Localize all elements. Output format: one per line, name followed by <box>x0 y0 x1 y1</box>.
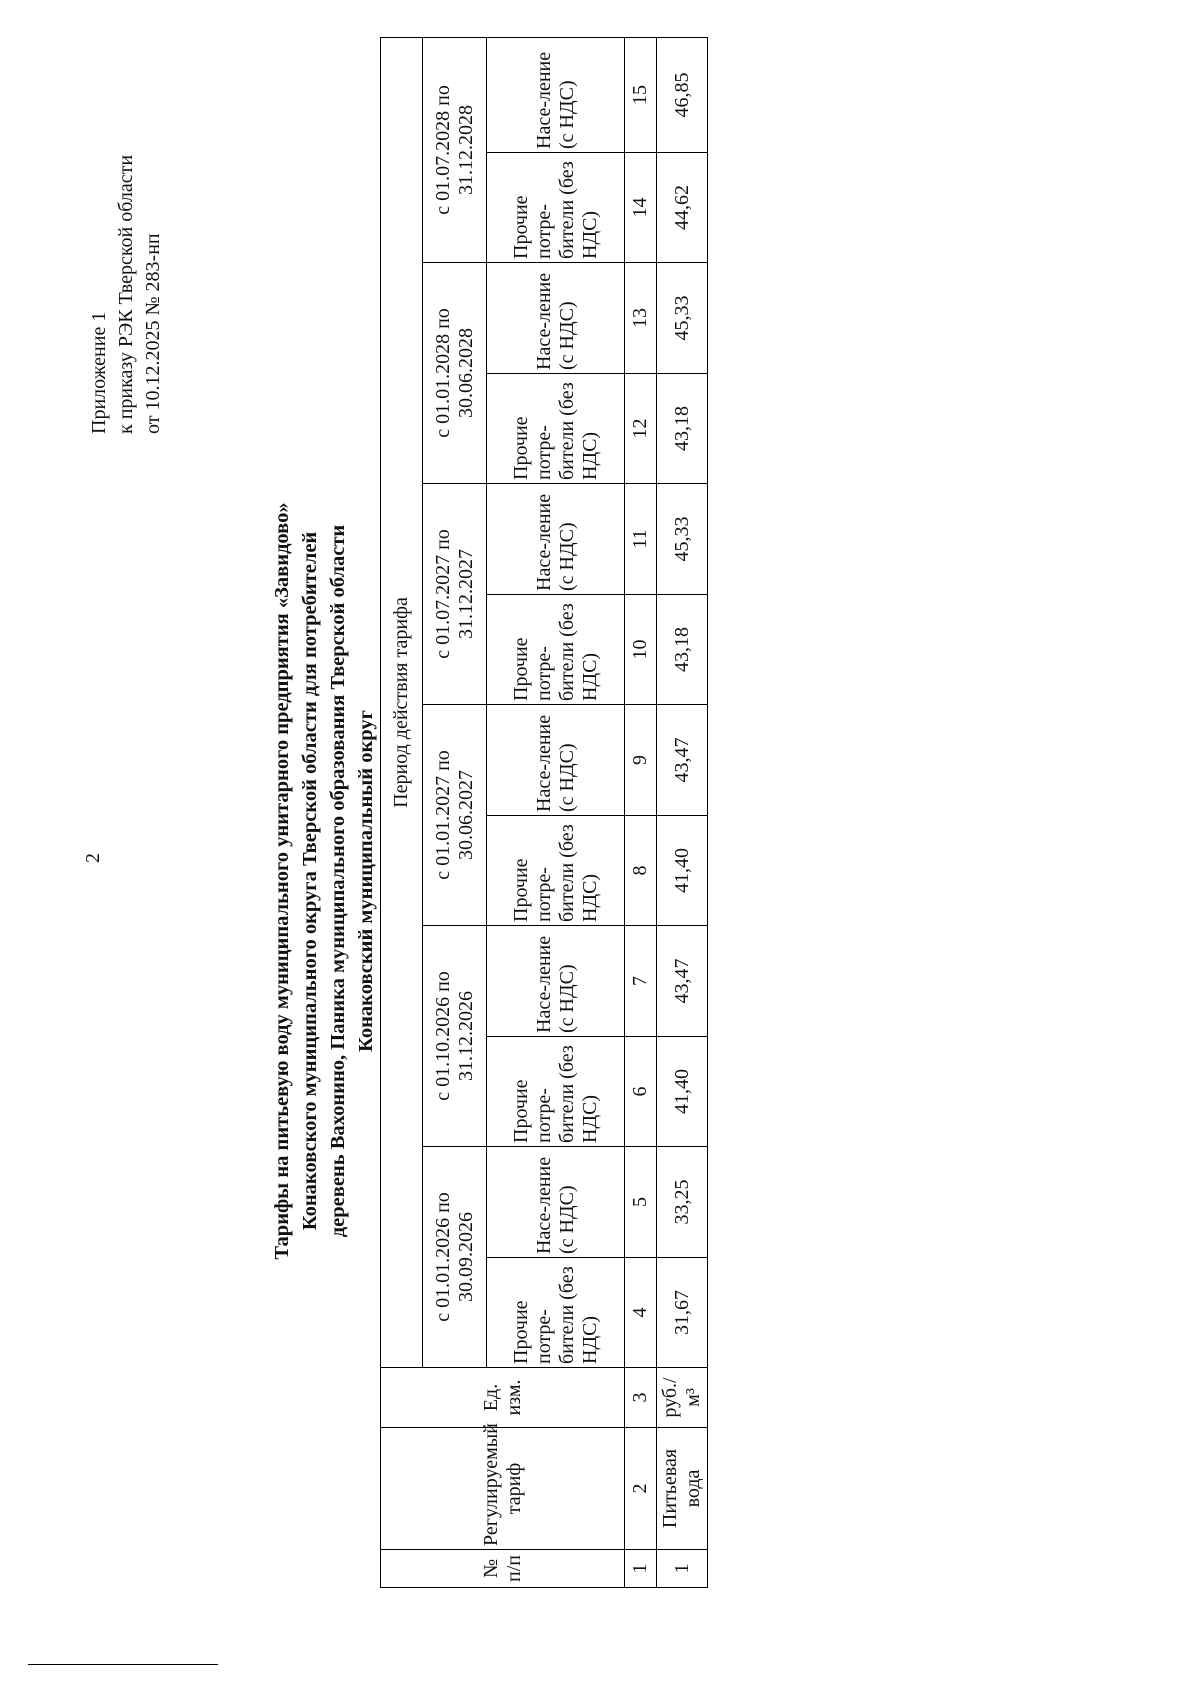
tariff-value: 43,47 <box>657 926 708 1037</box>
population-header: Насе-ление (с НДС) <box>487 705 625 816</box>
column-number: 7 <box>625 926 657 1037</box>
period-header: с 01.10.2026 по 31.12.2026 <box>423 926 487 1147</box>
tariff-value: 45,33 <box>657 263 708 374</box>
tariff-value: 46,85 <box>657 37 708 152</box>
appendix-line-3: от 10.12.2025 № 283-нп <box>142 233 164 434</box>
population-header: Насе-ление (с НДС) <box>487 263 625 374</box>
other-consumers-header: Прочие потре-бители (без НДС) <box>487 374 625 484</box>
column-number: 11 <box>625 484 657 595</box>
appendix-reference <box>86 155 167 434</box>
table-row <box>657 37 708 1587</box>
other-consumers-header: Прочие потре-бители (без НДС) <box>487 1037 625 1147</box>
period-header: с 01.01.2026 по 30.09.2026 <box>423 1147 487 1368</box>
other-consumers-header: Прочие потре-бители (без НДС) <box>487 816 625 926</box>
column-number: 14 <box>625 153 657 263</box>
header-unit: Ед. изм. <box>381 1368 625 1428</box>
column-number-row <box>625 37 657 1587</box>
tariff-value: 43,18 <box>657 374 708 484</box>
title-line-3: деревень Вахонино, Паника муниципального образования Тверской области <box>327 524 349 1238</box>
page-number: 2 <box>82 853 104 863</box>
tariff-value: 43,18 <box>657 595 708 705</box>
row-unit: руб./м³ <box>657 1368 708 1428</box>
tariff-value: 43,47 <box>657 705 708 816</box>
title-line-2: Конаковского муниципального округа Тверской области для потребителей <box>299 531 321 1231</box>
column-number: 8 <box>625 816 657 926</box>
column-number: 1 <box>625 1550 657 1588</box>
header-period: Период действия тарифа <box>381 37 423 1367</box>
population-header: Насе-ление (с НДС) <box>487 926 625 1037</box>
column-number: 4 <box>625 1258 657 1368</box>
header-tariff: Регулируемый тариф <box>381 1428 625 1550</box>
footnote-rule <box>28 1664 218 1665</box>
row-number: 1 <box>657 1550 708 1588</box>
tariff-table <box>380 37 708 1588</box>
title-line-1: Тарифы на питьевую воду муниципального унитарного предприятия «Завидово» <box>271 502 293 1260</box>
column-number: 10 <box>625 595 657 705</box>
column-number: 13 <box>625 263 657 374</box>
title-line-4: Конаковский муниципальный округ <box>355 710 377 1052</box>
population-header: Насе-ление (с НДС) <box>487 484 625 595</box>
other-consumers-header: Прочие потре-бители (без НДС) <box>487 1258 625 1368</box>
population-header: Насе-ление (с НДС) <box>487 1147 625 1258</box>
tariff-value: 31,67 <box>657 1258 708 1368</box>
header-number: № п/п <box>381 1550 625 1588</box>
tariff-value: 45,33 <box>657 484 708 595</box>
column-number: 3 <box>625 1368 657 1428</box>
period-header: с 01.07.2027 по 31.12.2027 <box>423 484 487 705</box>
column-number: 5 <box>625 1147 657 1258</box>
header-row-consumers <box>487 37 625 1587</box>
column-number: 6 <box>625 1037 657 1147</box>
header-row-period <box>381 37 423 1587</box>
population-header: Насе-ление (с НДС) <box>487 37 625 152</box>
column-number: 12 <box>625 374 657 484</box>
column-number: 9 <box>625 705 657 816</box>
document-title <box>268 316 380 1446</box>
tariff-value: 33,25 <box>657 1147 708 1258</box>
appendix-line-1: Приложение 1 <box>88 311 110 434</box>
column-number: 2 <box>625 1428 657 1550</box>
column-number: 15 <box>625 37 657 152</box>
other-consumers-header: Прочие потре-бители (без НДС) <box>487 595 625 705</box>
period-header: с 01.01.2028 по 30.06.2028 <box>423 263 487 484</box>
tariff-value: 41,40 <box>657 1037 708 1147</box>
tariff-value: 44,62 <box>657 153 708 263</box>
tariff-value: 41,40 <box>657 816 708 926</box>
row-tariff-name: Питьевая вода <box>657 1428 708 1550</box>
appendix-line-2: к приказу РЭК Тверской области <box>115 154 137 434</box>
other-consumers-header: Прочие потре-бители (без НДС) <box>487 153 625 263</box>
header-row-dates <box>423 37 487 1587</box>
period-header: с 01.01.2027 по 30.06.2027 <box>423 705 487 926</box>
period-header: с 01.07.2028 по 31.12.2028 <box>423 37 487 262</box>
